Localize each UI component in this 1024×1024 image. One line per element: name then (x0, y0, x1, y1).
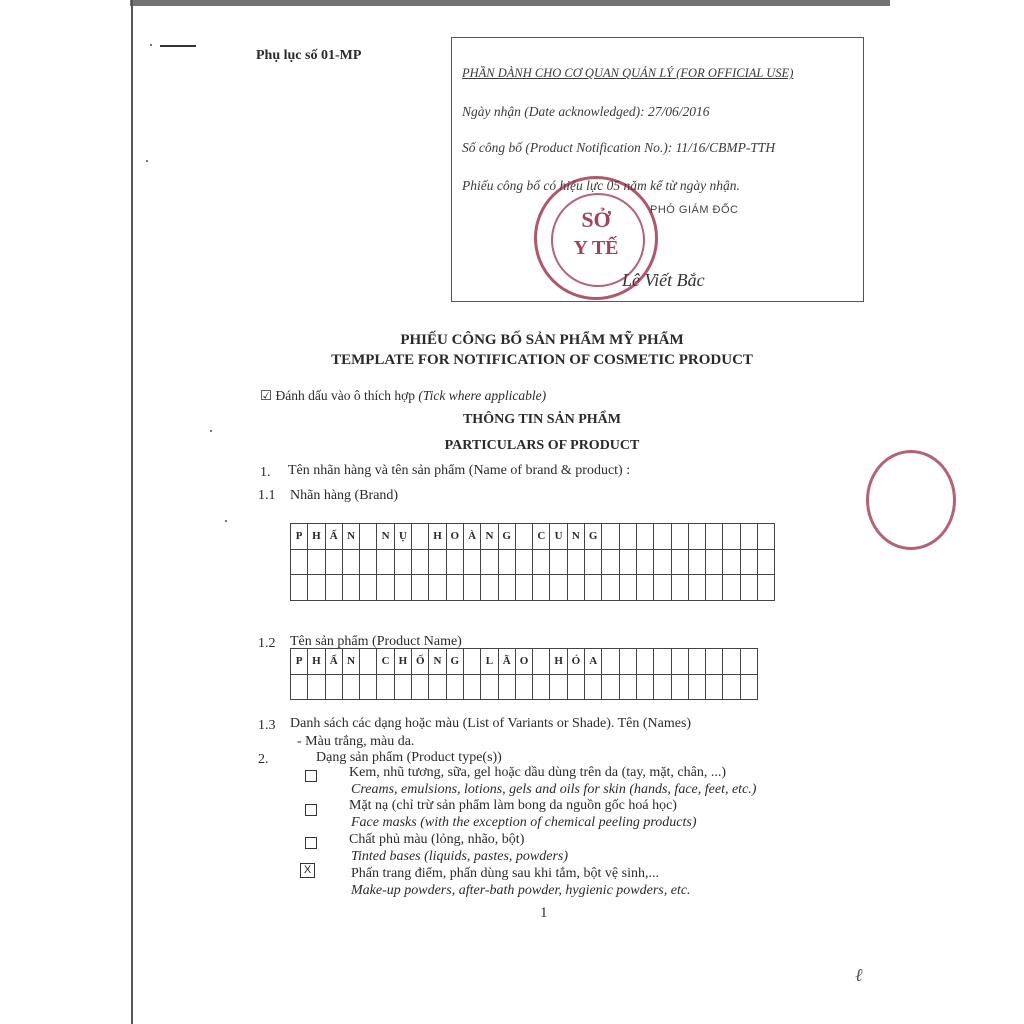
brand-empty-cell (654, 575, 671, 601)
item-2-number: 2. (258, 752, 269, 767)
product-letter-cell (463, 649, 480, 675)
brand-empty-cell (619, 575, 636, 601)
brand-empty-cell (636, 524, 653, 550)
product-empty-cell (585, 674, 602, 700)
product-letter-cell: C (377, 649, 394, 675)
brand-empty-cell (394, 549, 411, 575)
official-seal (534, 176, 658, 300)
brand-empty-cell (654, 524, 671, 550)
seal-text-bottom: Y TẾ (573, 237, 619, 259)
type-checkbox-makeup-powders[interactable]: X (300, 863, 315, 878)
brand-empty-cell (481, 575, 498, 601)
product-letter-cell: G (446, 649, 463, 675)
product-empty-cell (619, 674, 636, 700)
type-checkbox-face-masks[interactable] (305, 804, 317, 816)
product-grid-row (291, 674, 758, 700)
brand-empty-cell (463, 549, 480, 575)
product-empty-cell (342, 674, 359, 700)
brand-empty-cell (619, 524, 636, 550)
margin-dash (160, 45, 196, 47)
item-2-text: Dạng sản phẩm (Product type(s)) (316, 750, 502, 765)
brand-letter-cell (412, 524, 429, 550)
notification-number: Số công bố (Product Notification No.): 11/16/CBMP-TTH (462, 140, 776, 155)
brand-letter-cell: H (429, 524, 446, 550)
scan-speck (150, 44, 152, 46)
brand-empty-cell (325, 549, 342, 575)
brand-empty-cell (463, 575, 480, 601)
product-empty-cell (463, 674, 480, 700)
brand-letter-cell: Ấ (325, 524, 342, 550)
title-vi: PHIẾU CÔNG BỐ SẢN PHẨM MỸ PHẨM (400, 332, 684, 348)
brand-empty-cell (498, 575, 515, 601)
page-number: 1 (540, 905, 548, 921)
validity-note: Phiếu công bố có hiệu lực 05 năm kể từ ngày nhận. (462, 178, 740, 193)
product-empty-cell (654, 649, 671, 675)
product-empty-cell (515, 674, 532, 700)
tick-instruction-en: (Tick where applicable) (418, 388, 547, 403)
brand-letter-cell: N (481, 524, 498, 550)
product-empty-cell (394, 674, 411, 700)
item-1-2-number: 1.2 (258, 636, 276, 651)
brand-letter-cell: H (308, 524, 325, 550)
product-empty-cell (308, 674, 325, 700)
scan-left-edge (131, 0, 133, 1024)
brand-empty-cell (360, 549, 377, 575)
brand-empty-cell (308, 575, 325, 601)
checked-box-icon: ☑ (260, 388, 273, 403)
official-header: PHẦN DÀNH CHO CƠ QUAN QUẢN LÝ (FOR OFFICIAL USE) (462, 66, 794, 80)
product-letter-cell: A (585, 649, 602, 675)
product-letter-cell: O (515, 649, 532, 675)
brand-letter-grid (290, 523, 775, 601)
brand-empty-cell (688, 549, 705, 575)
product-letter-grid (290, 648, 758, 700)
brand-letter-cell: G (498, 524, 515, 550)
brand-empty-cell (377, 575, 394, 601)
brand-empty-cell (291, 549, 308, 575)
brand-letter-cell: N (342, 524, 359, 550)
product-empty-cell (481, 674, 498, 700)
product-empty-cell (602, 649, 619, 675)
tick-instruction-vi: Đánh dấu vào ô thích hợp (275, 388, 415, 403)
brand-empty-cell (429, 575, 446, 601)
item-1-1-text: Nhãn hàng (Brand) (290, 488, 399, 503)
brand-letter-cell: Ụ (394, 524, 411, 550)
type-tinted-en: Tinted bases (liquids, pastes, powders) (351, 849, 569, 864)
brand-empty-cell (688, 524, 705, 550)
brand-empty-cell (688, 575, 705, 601)
brand-empty-cell (602, 524, 619, 550)
scan-top-edge (130, 0, 890, 6)
seal-text-top: SỞ (581, 207, 611, 232)
brand-grid-row (291, 575, 775, 601)
product-grid-row (291, 649, 758, 675)
product-empty-cell (291, 674, 308, 700)
brand-empty-cell (360, 575, 377, 601)
item-1-1-number: 1.1 (258, 488, 276, 503)
item-1-2-text: Tên sản phẩm (Product Name) (290, 634, 462, 649)
product-letter-cell: Ó (567, 649, 584, 675)
brand-letter-cell: O (446, 524, 463, 550)
brand-empty-cell (654, 549, 671, 575)
scan-speck (225, 520, 227, 522)
product-empty-cell (429, 674, 446, 700)
product-empty-cell (636, 649, 653, 675)
brand-empty-cell (740, 549, 757, 575)
product-empty-cell (688, 649, 705, 675)
product-letter-cell (360, 649, 377, 675)
brand-empty-cell (671, 549, 688, 575)
brand-letter-cell: P (291, 524, 308, 550)
type-creams-vi: Kem, nhũ tương, sữa, gel hoặc dầu dùng trên da (tay, mặt, chân, ...) (349, 765, 727, 780)
brand-empty-cell (550, 549, 567, 575)
product-empty-cell (706, 649, 723, 675)
product-empty-cell (325, 674, 342, 700)
product-letter-cell: Ã (498, 649, 515, 675)
title-en: TEMPLATE FOR NOTIFICATION OF COSMETIC PRODUCT (331, 352, 753, 368)
brand-empty-cell (550, 575, 567, 601)
product-empty-cell (740, 674, 757, 700)
item-1-3-text: Danh sách các dạng hoặc màu (List of Variants or Shade). Tên (Names) (290, 716, 692, 731)
brand-empty-cell (723, 549, 740, 575)
brand-letter-cell: N (377, 524, 394, 550)
brand-empty-cell (429, 549, 446, 575)
product-empty-cell (671, 674, 688, 700)
type-powders-en: Make-up powders, after-bath powder, hygienic powders, etc. (351, 883, 691, 898)
product-letter-cell (533, 649, 550, 675)
brand-empty-cell (602, 549, 619, 575)
brand-empty-cell (723, 524, 740, 550)
brand-empty-cell (740, 575, 757, 601)
product-letter-cell: H (308, 649, 325, 675)
brand-empty-cell (515, 549, 532, 575)
product-letter-cell: L (481, 649, 498, 675)
date-acknowledged: Ngày nhận (Date acknowledged): 27/06/2016 (462, 104, 710, 119)
brand-empty-cell (533, 549, 550, 575)
product-empty-cell (654, 674, 671, 700)
product-empty-cell (377, 674, 394, 700)
brand-empty-cell (377, 549, 394, 575)
product-empty-cell (740, 649, 757, 675)
brand-grid-row (291, 524, 775, 550)
product-empty-cell (706, 674, 723, 700)
scan-speck (146, 160, 148, 162)
brand-empty-cell (342, 549, 359, 575)
brand-empty-cell (706, 575, 723, 601)
brand-empty-cell (723, 575, 740, 601)
product-letter-cell: N (342, 649, 359, 675)
type-masks-vi: Mặt nạ (chỉ trừ sản phẩm làm bong da nguồn gốc hoá học) (349, 798, 677, 813)
official-use-box (451, 37, 864, 302)
brand-empty-cell (740, 524, 757, 550)
product-empty-cell (688, 674, 705, 700)
brand-letter-cell: N (567, 524, 584, 550)
appendix-label: Phụ lục số 01-MP (256, 48, 362, 63)
type-powders-vi: Phấn trang điểm, phấn dùng sau khi tắm, bột vệ sinh,... (351, 866, 659, 881)
brand-empty-cell (412, 575, 429, 601)
product-empty-cell (723, 649, 740, 675)
product-empty-cell (723, 674, 740, 700)
product-letter-cell: P (291, 649, 308, 675)
brand-empty-cell (585, 549, 602, 575)
product-empty-cell (446, 674, 463, 700)
brand-letter-cell: U (550, 524, 567, 550)
signer-name: Lê Viết Bắc (622, 270, 705, 290)
product-empty-cell (636, 674, 653, 700)
section-title-vi: THÔNG TIN SẢN PHẨM (462, 412, 622, 427)
brand-letter-cell (515, 524, 532, 550)
brand-empty-cell (325, 575, 342, 601)
variants-value: - Màu trắng, màu da. (297, 734, 415, 749)
product-empty-cell (671, 649, 688, 675)
brand-empty-cell (481, 549, 498, 575)
brand-grid-row (291, 549, 775, 575)
brand-empty-cell (498, 549, 515, 575)
section-title-en: PARTICULARS OF PRODUCT (444, 438, 640, 453)
product-letter-cell: H (550, 649, 567, 675)
product-letter-cell: Ố (412, 649, 429, 675)
product-empty-cell (567, 674, 584, 700)
brand-empty-cell (567, 575, 584, 601)
product-empty-cell (498, 674, 515, 700)
brand-empty-cell (602, 575, 619, 601)
type-masks-en: Face masks (with the exception of chemical peeling products) (351, 815, 697, 830)
brand-empty-cell (619, 549, 636, 575)
product-empty-cell (602, 674, 619, 700)
product-letter-cell: H (394, 649, 411, 675)
deputy-director-title: PHÓ GIÁM ĐỐC (650, 204, 739, 216)
product-empty-cell (550, 674, 567, 700)
brand-empty-cell (342, 575, 359, 601)
brand-empty-cell (533, 575, 550, 601)
item-1-number: 1. (260, 465, 271, 480)
type-creams-en: Creams, emulsions, lotions, gels and oils for skin (hands, face, feet, etc.) (351, 782, 757, 797)
product-empty-cell (360, 674, 377, 700)
type-checkbox-tinted-bases[interactable] (305, 837, 317, 849)
brand-letter-cell: G (585, 524, 602, 550)
brand-empty-cell (758, 524, 775, 550)
product-empty-cell (533, 674, 550, 700)
product-empty-cell (412, 674, 429, 700)
brand-empty-cell (671, 575, 688, 601)
item-1-3-number: 1.3 (258, 718, 276, 733)
product-letter-cell: N (429, 649, 446, 675)
product-empty-cell (619, 649, 636, 675)
type-tinted-vi: Chất phủ màu (lỏng, nhão, bột) (349, 832, 525, 847)
brand-empty-cell (515, 575, 532, 601)
brand-empty-cell (671, 524, 688, 550)
item-1-text: Tên nhãn hàng và tên sản phẩm (Name of brand & product) : (288, 463, 631, 478)
brand-letter-cell: À (463, 524, 480, 550)
brand-letter-cell (360, 524, 377, 550)
brand-empty-cell (446, 549, 463, 575)
corner-handwritten-mark: ℓ (855, 965, 863, 985)
brand-empty-cell (412, 549, 429, 575)
brand-empty-cell (585, 575, 602, 601)
type-checkbox-creams[interactable] (305, 770, 317, 782)
brand-empty-cell (636, 575, 653, 601)
brand-empty-cell (706, 549, 723, 575)
tick-instruction (260, 388, 546, 404)
brand-empty-cell (394, 575, 411, 601)
brand-empty-cell (758, 575, 775, 601)
brand-empty-cell (636, 549, 653, 575)
brand-empty-cell (567, 549, 584, 575)
brand-empty-cell (706, 524, 723, 550)
product-letter-cell: Ấ (325, 649, 342, 675)
scan-speck (210, 430, 212, 432)
brand-empty-cell (446, 575, 463, 601)
brand-empty-cell (758, 549, 775, 575)
edge-seal-partial (866, 450, 956, 550)
brand-empty-cell (291, 575, 308, 601)
brand-empty-cell (308, 549, 325, 575)
brand-letter-cell: C (533, 524, 550, 550)
